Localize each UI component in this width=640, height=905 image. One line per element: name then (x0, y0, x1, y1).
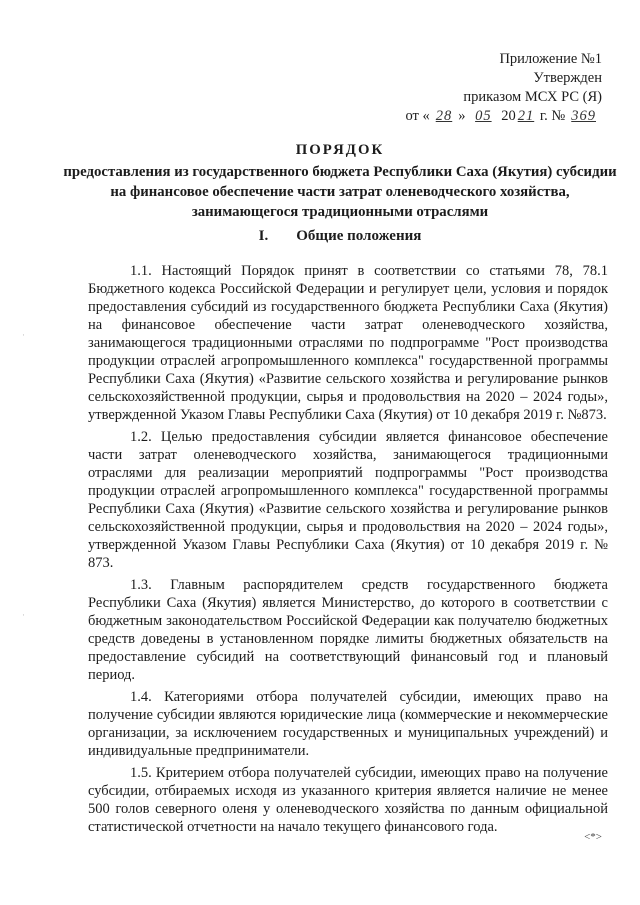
scan-artifact: · (22, 610, 25, 620)
document-title (60, 140, 620, 222)
approved-label: Утвержден (533, 70, 602, 86)
handwritten-number: 369 (571, 108, 596, 124)
handwritten-day: 28 (435, 108, 453, 124)
approval-header (405, 50, 602, 126)
order-date-line: от « 28 » 05 20 21 г. № 369 (405, 107, 602, 126)
document-body (88, 262, 608, 840)
footnote-mark: <*> (584, 831, 602, 843)
paragraph-1-2: 1.2. Целью предоставления субсидии является финансовое обеспечение части затрат оленеводческого хозяйства, занимающегося традиционными отраслями для реализации мероприятий подпрограммы "Рост производства продукции отраслей агропромышленного комплекса" государственной программы Республики Саха (Якутия) «Развитие сельского хозяйства и регулирование рынков сельскохозяйственной продукции, сырья и продовольствия на 2020 – 2024 годы», утвержденной Указом Главы Республики Саха (Якутия) от 10 декабря 2019 г. № 873. (88, 429, 608, 571)
paragraph-1-3: 1.3. Главным распорядителем средств государственного бюджета Республики Саха (Якутия) является Министерство, до которого в соответствии с бюджетным законодательством Российской Федерации как получателю бюджетных средств доведены в установленном порядке лимиты бюджетных обязательств на предоставление субсидий на соответствующий финансовый год и плановый период. (88, 577, 608, 683)
order-label: приказом МСХ РС (Я) (463, 89, 602, 105)
section-number: I. (258, 228, 269, 244)
handwritten-year: 21 (517, 108, 535, 124)
handwritten-month: 05 (475, 108, 492, 124)
scan-artifact: · (22, 330, 25, 340)
paragraph-1-1: 1.1. Настоящий Порядок принят в соответствии со статьями 78, 78.1 Бюджетного кодекса Российской Федерации и регулирует цели, условия и порядок предоставления субсидий из государственного бюджета Республики Саха (Якутия) на финансовое обеспечение части затрат оленеводческого хозяйства, занимающегося традиционными отраслями по подпрограмме "Рост производства продукции отраслей агропромышленного комплекса" государственной программы Республики Саха (Якутия) «Развитие сельского хозяйства и регулирование рынков сельскохозяйственной продукции, сырья и продовольствия на 2020 – 2024 годы», утвержденной Указом Главы Республики Саха (Якутия) от 10 декабря 2019 г. №873. (88, 263, 608, 423)
paragraph-1-5: 1.5. Критерием отбора получателей субсидии, имеющих право на получение субсидии, отбираемых исходя из указанного критерия является наличие не менее 500 голов северного оленя у оленеводческого хозяйства по данным официальной статистической отчетности на начало текущего финансового года. (88, 765, 608, 835)
section-heading (60, 228, 620, 245)
appendix-label: Приложение №1 (499, 51, 602, 67)
paragraph-1-4: 1.4. Категориями отбора получателей субсидии, имеющих право на получение субсидии являются юридические лица (коммерческие и некоммерческие организации, за исключением государственных и муниципальных учреждений) и индивидуальные предприниматели. (88, 689, 608, 759)
title-subtitle: предоставления из государственного бюджета Республики Саха (Якутия) субсидии на финансовое обеспечение части затрат оленеводческого хозяйства, занимающегося традиционными отраслями (63, 164, 617, 220)
section-title: Общие положения (296, 228, 422, 244)
title-main: ПОРЯДОК (295, 142, 385, 158)
